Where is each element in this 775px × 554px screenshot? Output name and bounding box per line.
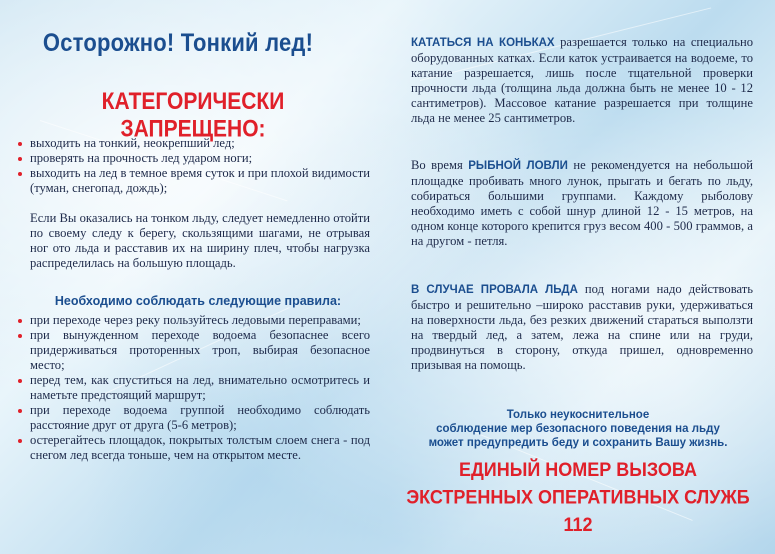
bullet-icon [18,319,22,323]
skating-keyword: КАТАТЬСЯ НА КОНЬКАХ [411,37,555,49]
list-item: при переходе водоема группой необходимо соблюдать расстояние друг от друга (5-6 метров); [18,403,370,433]
thin-ice-advice: Если Вы оказались на тонком льду, следует немедленно отойти по своему следу к берегу, скользящими шагами, не отрывая ног ото льда и расставив их на ширину плеч, чтобы нагрузка распределилась на большую площадь. [30,211,370,270]
list-item: при вынужденном переходе водоема безопаснее всего придерживаться проторенных троп, выбирая безопасное место; [18,328,370,373]
bullet-icon [18,157,22,161]
safety-note: Только неукоснительное соблюдение мер безопасного поведения на льду может предупредить беду и сохранить Вашу жизнь. [428,409,728,449]
bullet-icon [18,439,22,443]
list-item: остерегайтесь площадок, покрытых толстым слоем снега - под снегом лед всегда тоньше, чем на открытом месте. [18,433,370,463]
rules-list [18,313,370,463]
left-column [18,0,370,554]
bullet-icon [18,409,22,413]
list-item: перед тем, как спуститься на лед, внимательно осмотритесь и наметьте предстоящий маршрут; [18,373,370,403]
bullet-icon [18,379,22,383]
fishing-paragraph: Во время РЫБНОЙ ЛОВЛИ не рекомендуется на небольшой площадке пробивать много лунок, прыгать и бегать по льду, собираться большими группами. Каждому рыболову необходимо иметь с собой шнур длиной 12 - 15 метров, на одном конце которого крепится груз весом 400 - 500 граммов, а на другом - петля. [411,158,753,248]
list-item: выходить на тонкий, неокрепший лед; [18,136,370,151]
bullet-icon [18,142,22,146]
list-item: при переходе через реку пользуйтесь ледовыми переправами; [18,313,370,328]
right-column [403,0,753,554]
bullet-icon [18,172,22,176]
list-item: выходить на лед в темное время суток и при плохой видимости (туман, снегопад, дождь); [18,166,370,196]
fishing-keyword: РЫБНОЙ ЛОВЛИ [468,160,568,172]
emergency-line: ЕДИНЫЙ НОМЕР ВЫЗОВА [458,458,698,481]
bullet-icon [18,334,22,338]
emergency-number-block [403,456,753,539]
list-item: проверять на прочность лед ударом ноги; [18,151,370,166]
ice-failure-keyword: В СЛУЧАЕ ПРОВАЛА ЛЬДА [411,284,578,296]
forbidden-list [18,136,370,196]
rules-title: Необходимо соблюдать следующие правила: [54,294,342,308]
page-headline: Осторожно! Тонкий лед! [42,28,314,57]
forbidden-title: КАТЕГОРИЧЕСКИ ЗАПРЕЩЕНО: [101,88,285,143]
skating-paragraph: КАТАТЬСЯ НА КОНЬКАХ разрешается только на специально оборудованных катках. Если каток устраивается на водоеме, то катание разрешается, лишь после тщательной проверки прочности льда (толщина льда должна быть не менее 10 - 12 сантиметров). Массовое катание разрешается при толщине льда не менее 25 сантиметров. [411,35,754,125]
emergency-phone-number: 112 [563,513,593,536]
ice-failure-paragraph: В СЛУЧАЕ ПРОВАЛА ЛЬДА под ногами надо действовать быстро и решительно –широко расставив руки, удерживаться на поверхности льда, без резких движений стараться выползти на твердый лед, а затем, лежа на спине или на груди, продвинуться в сторону, откуда пришел, одновременно призывая на помощь. [411,282,753,372]
emergency-line: ЭКСТРЕННЫХ ОПЕРАТИВНЫХ СЛУЖБ [406,485,750,508]
